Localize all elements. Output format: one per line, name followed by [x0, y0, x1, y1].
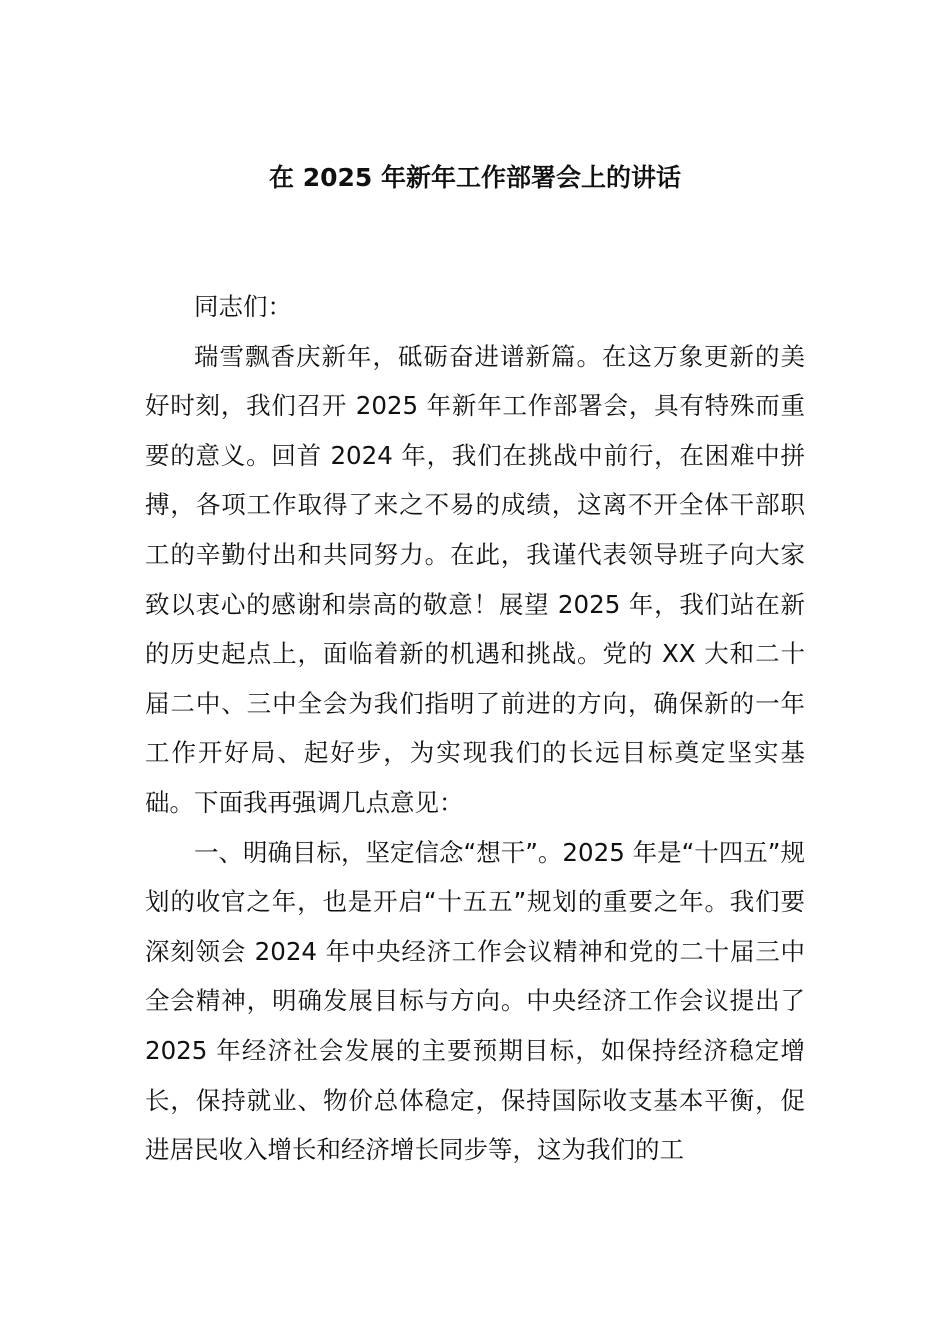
document-title: 在 2025 年新年工作部署会上的讲话 [269, 163, 681, 192]
salutation-paragraph: 同志们： [194, 292, 292, 321]
section-one-paragraph: 一、明确目标，坚定信念“想干”。2025 年是“十四五”规划的收官之年，也是开启“十五五”规划的重要之年。我们要深刻领会 2024 年中央经济工作会议精神和党的二十届三中全会精神，明确发展目标与方向。中央经济工作会议提出了 2025 年经济社会发展的主要预期目标，如保持经济稳定增长，保持就业、物价总体稳定，保持国际收支基本平衡，促进居民收入增长和经济增长同步等，这为我们的工 [145, 837, 805, 1165]
document-body [145, 282, 805, 1175]
intro-paragraph: 瑞雪飘香庆新年，砥砺奋进谱新篇。在这万象更新的美好时刻，我们召开 2025 年新年工作部署会，具有特殊而重要的意义。回首 2024 年，我们在挑战中前行，在困难中拼搏，各项工作取得了来之不易的成绩，这离不开全体干部职工的辛勤付出和共同努力。在此，我谨代表领导班子向大家致以衷心的感谢和崇高的敬意！展望 2025 年，我们站在新的历史起点上，面临着新的机遇和挑战。党的 XX 大和二十届二中、三中全会为我们指明了前进的方向，确保新的一年工作开好局、起好步，为实现我们的长远目标奠定坚实基础。下面我再强调几点意见： [145, 341, 805, 817]
